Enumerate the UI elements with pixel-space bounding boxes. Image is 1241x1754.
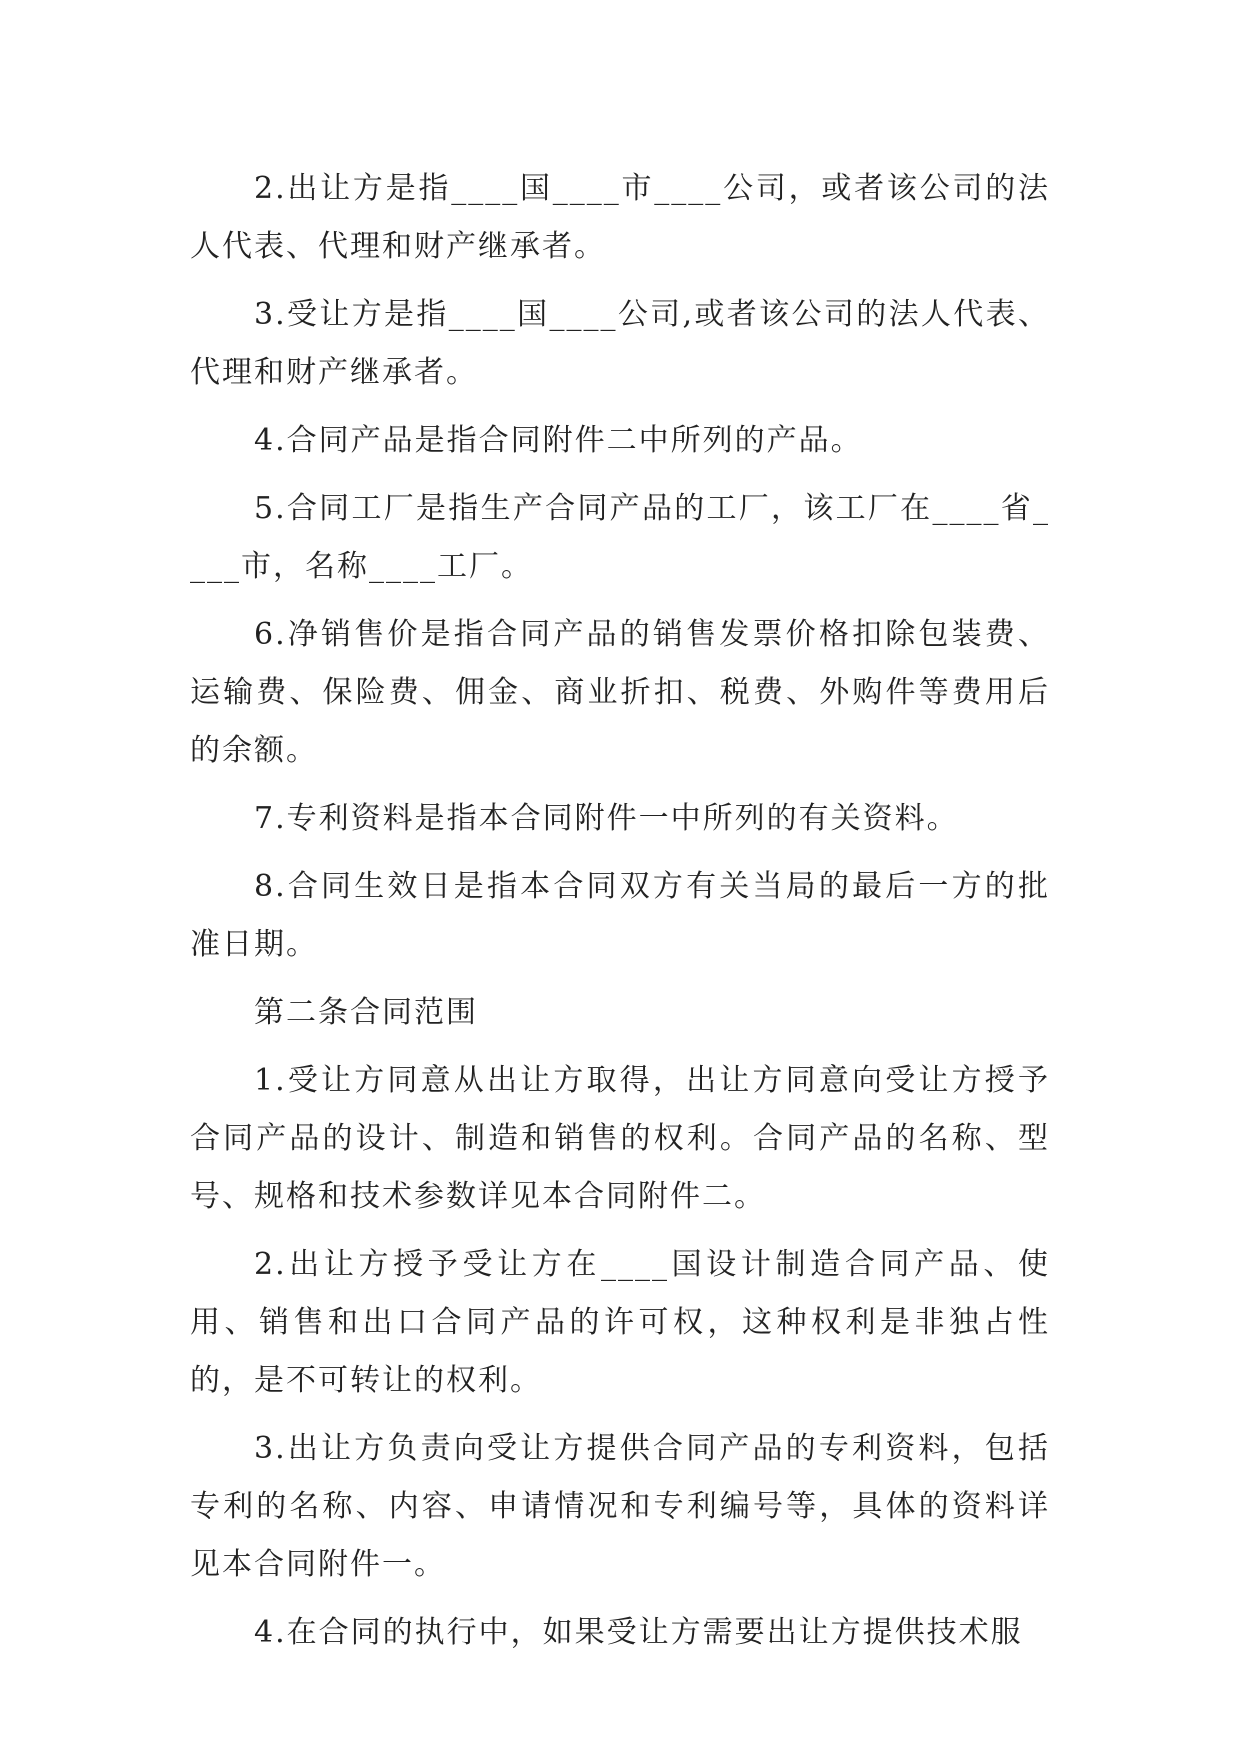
paragraph-scope-license: 2.出让方授予受让方在____国设计制造合同产品、使用、销售和出口合同产品的许可权，这种权利是非独占性的，是不可转让的权利。 — [190, 1247, 1050, 1398]
paragraph-definition-product: 4.合同产品是指合同附件二中所列的产品。 — [254, 423, 863, 458]
paragraph-scope-rights: 1.受让方同意从出让方取得，出让方同意向受让方授予合同产品的设计、制造和销售的权利。合同产品的名称、型号、规格和技术参数详见本合同附件二。 — [190, 1063, 1050, 1214]
paragraph-definition-licensor: 2.出让方是指____国____市____公司，或者该公司的法人代表、代理和财产继承者。 — [190, 171, 1050, 264]
document-body — [190, 160, 1050, 1672]
paragraph-definition-licensee: 3.受让方是指____国____公司,或者该公司的法人代表、代理和财产继承者。 — [190, 297, 1050, 390]
paragraph-definition-net-price: 6.净销售价是指合同产品的销售发票价格扣除包装费、运输费、保险费、佣金、商业折扣、税费、外购件等费用后的余额。 — [190, 617, 1050, 768]
paragraph-definition-effective-date: 8.合同生效日是指本合同双方有关当局的最后一方的批准日期。 — [190, 869, 1050, 962]
paragraph-definition-patent-data: 7.专利资料是指本合同附件一中所列的有关资料。 — [254, 801, 959, 836]
paragraph-scope-patent-materials: 3.出让方负责向受让方提供合同产品的专利资料，包括专利的名称、内容、申请情况和专利编号等，具体的资料详见本合同附件一。 — [190, 1431, 1050, 1582]
section-heading-contract-scope: 第二条合同范围 — [254, 995, 478, 1030]
paragraph-definition-factory: 5.合同工厂是指生产合同产品的工厂，该工厂在____省____市，名称____工厂。 — [190, 491, 1050, 584]
paragraph-scope-technical-service: 4.在合同的执行中，如果受让方需要出让方提供技术服 — [254, 1615, 1023, 1650]
